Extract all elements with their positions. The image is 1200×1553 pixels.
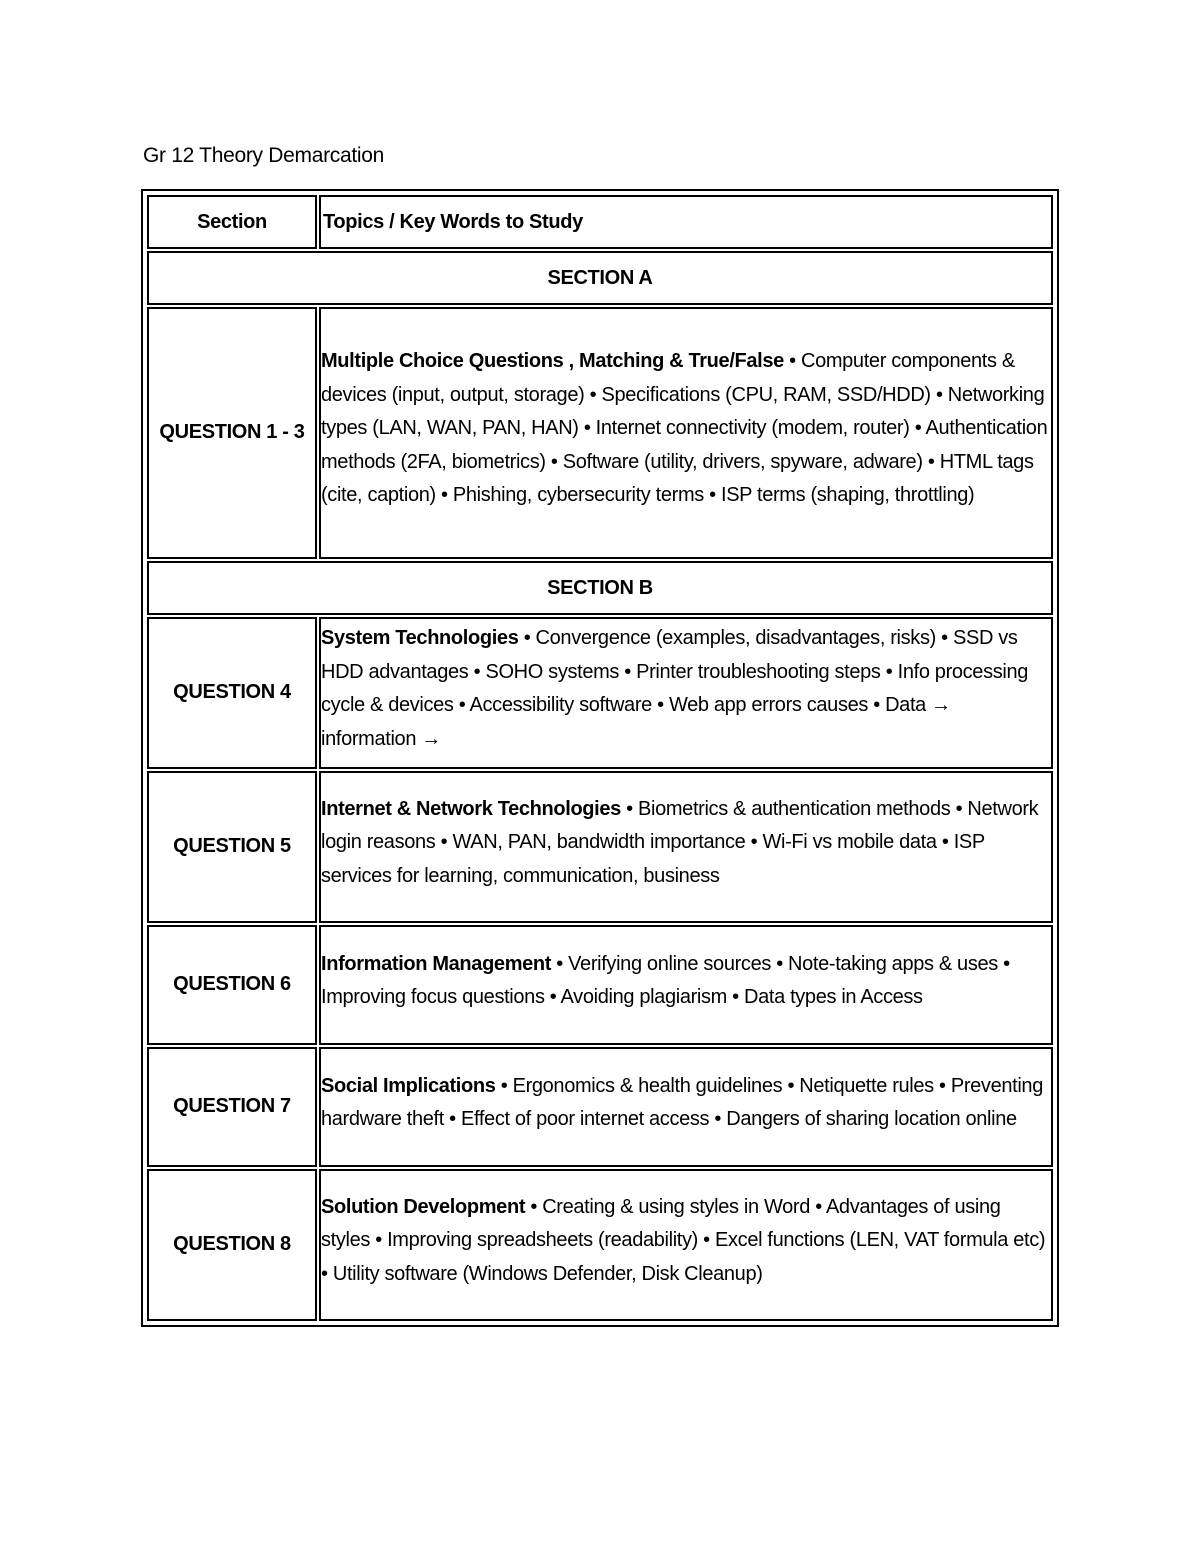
question-label: QUESTION 1 - 3 — [147, 307, 317, 559]
table-row — [147, 617, 1053, 769]
demarcation-table — [141, 189, 1059, 1327]
topics-cell — [319, 771, 1053, 923]
table-row — [147, 1169, 1053, 1321]
question-label: QUESTION 7 — [147, 1047, 317, 1167]
header-topics: Topics / Key Words to Study — [319, 195, 1053, 249]
topic-list: • Ergonomics & health guidelines • Netiquette rules • Preventing hardware theft • Effect of poor internet access • Dangers of sharing location online — [321, 1074, 1043, 1130]
question-label: QUESTION 6 — [147, 925, 317, 1045]
topic-list: • Computer components & devices (input, output, storage) • Specifications (CPU, RAM, SSD/HDD) • Networking types (LAN, WAN, PAN, HAN) • Internet connectivity (modem, router) • Authentication methods (2FA, biometrics) • Software (utility, drivers, spyware, adware) • HTML tags (cite, caption) • Phishing, cybersecurity terms • ISP terms (shaping, throttling) — [321, 350, 1048, 507]
question-label: QUESTION 4 — [147, 617, 317, 769]
question-label: QUESTION 8 — [147, 1169, 317, 1321]
section-a-row — [147, 251, 1053, 305]
topic-list: • Verifying online sources • Note-taking apps & uses • Improving focus questions • Avoiding plagiarism • Data types in Access — [321, 952, 1010, 1008]
topic-title: Multiple Choice Questions , Matching & True/False — [321, 350, 784, 373]
topics-cell — [319, 925, 1053, 1045]
table-row — [147, 925, 1053, 1045]
topic-title: Social Implications — [321, 1074, 496, 1097]
demarcation-grid — [145, 193, 1055, 1323]
header-section: Section — [147, 195, 317, 249]
section-b-row — [147, 561, 1053, 615]
topics-cell — [319, 617, 1053, 769]
table-header-row — [147, 195, 1053, 249]
topics-cell — [319, 1169, 1053, 1321]
topic-title: Information Management — [321, 952, 552, 975]
table-row — [147, 307, 1053, 559]
document-title: Gr 12 Theory Demarcation — [143, 144, 385, 167]
table-row — [147, 1047, 1053, 1167]
topic-title: Solution Development — [321, 1195, 526, 1218]
topics-cell — [319, 1047, 1053, 1167]
topic-list: • Biometrics & authentication methods • Network login reasons • WAN, PAN, bandwidth importance • Wi-Fi vs mobile data • ISP services for learning, communication, business — [321, 797, 1039, 887]
topics-cell — [319, 307, 1053, 559]
question-label: QUESTION 5 — [147, 771, 317, 923]
topic-list: • Creating & using styles in Word • Advantages of using styles • Improving spreadsheets (readability) • Excel functions (LEN, VAT formula etc) • Utility software (Windows Defender, Disk Cleanup) — [321, 1195, 1046, 1285]
topic-title: Internet & Network Technologies — [321, 797, 621, 820]
topic-title: System Technologies — [321, 627, 519, 649]
section-a-heading: SECTION A — [147, 251, 1053, 305]
section-b-heading: SECTION B — [147, 561, 1053, 615]
topic-list: • Convergence (examples, disadvantages, risks) • SSD vs HDD advantages • SOHO systems • Printer troubleshooting steps • Info processing cycle & devices • Accessibility software • Web app errors causes • Data → information → — [321, 627, 1029, 750]
table-row — [147, 771, 1053, 923]
